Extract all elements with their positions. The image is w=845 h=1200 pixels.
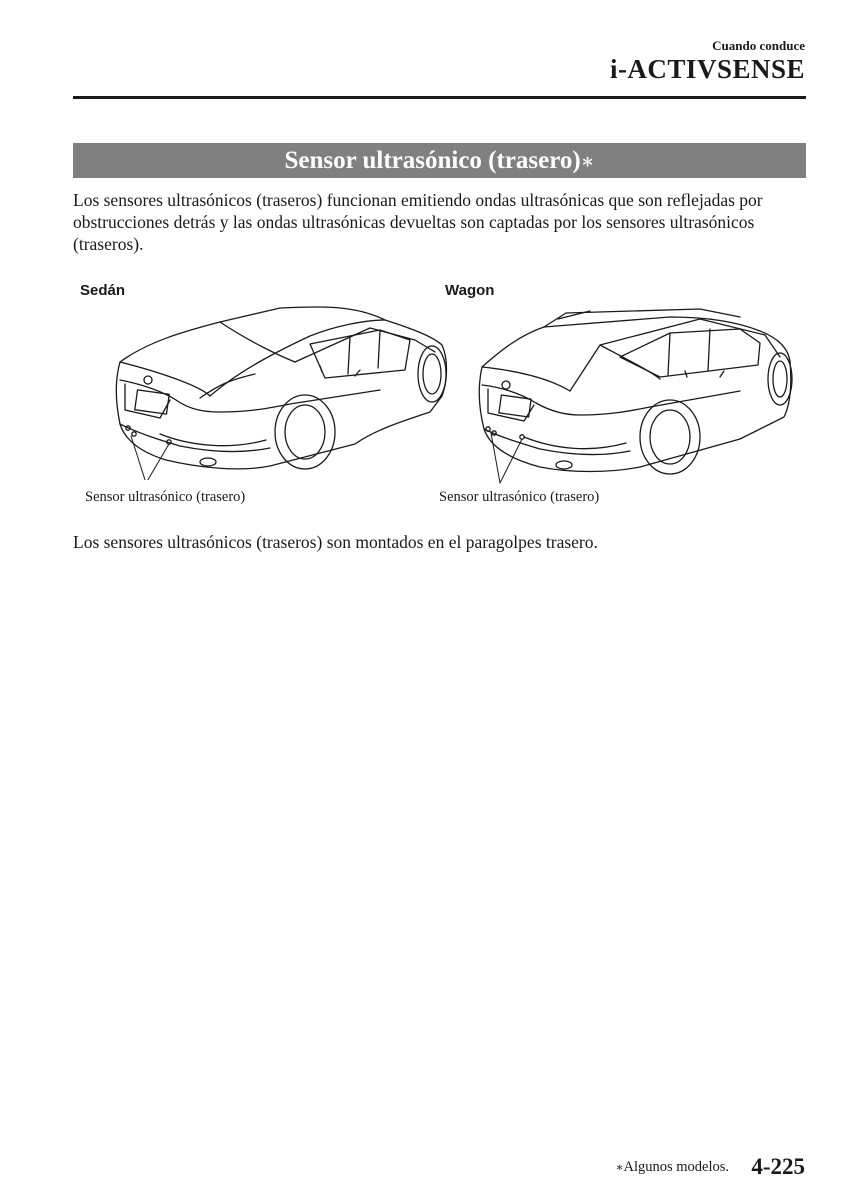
optional-marker: ∗ — [580, 151, 595, 173]
body-paragraph: Los sensores ultrasónicos (traseros) son montados en el paragolpes trasero. — [73, 532, 598, 552]
sedan-label: Sedán — [80, 282, 126, 299]
header-rule — [73, 96, 806, 99]
running-header — [610, 38, 805, 84]
footnote-text: Algunos modelos. — [623, 1159, 729, 1175]
sedan-sensor-callout: Sensor ultrasónico (trasero) — [85, 489, 246, 505]
intro-paragraph: Los sensores ultrasónicos (traseros) funcionan emitiendo ondas ultrasónicas que son reflejadas por obstrucciones detrás y las ondas ultrasónicas devueltas son captadas por los sensores ultrasónicos (traseros). — [73, 190, 763, 254]
wagon-sensor-callout: Sensor ultrasónico (trasero) — [439, 489, 600, 505]
page-title — [73, 143, 806, 178]
page-number: 4-225 — [751, 1154, 805, 1179]
sedan-illustration — [80, 300, 460, 480]
chapter-title: Cuando conduce — [712, 38, 805, 53]
footnote-marker: ∗ — [615, 1161, 624, 1174]
footnote — [616, 1159, 729, 1176]
section-title: i-ACTIVSENSE — [609, 54, 805, 84]
page-title-text: Sensor ultrasónico (trasero) — [284, 147, 581, 174]
wagon-label: Wagon — [445, 282, 495, 299]
wagon-illustration — [440, 305, 800, 485]
